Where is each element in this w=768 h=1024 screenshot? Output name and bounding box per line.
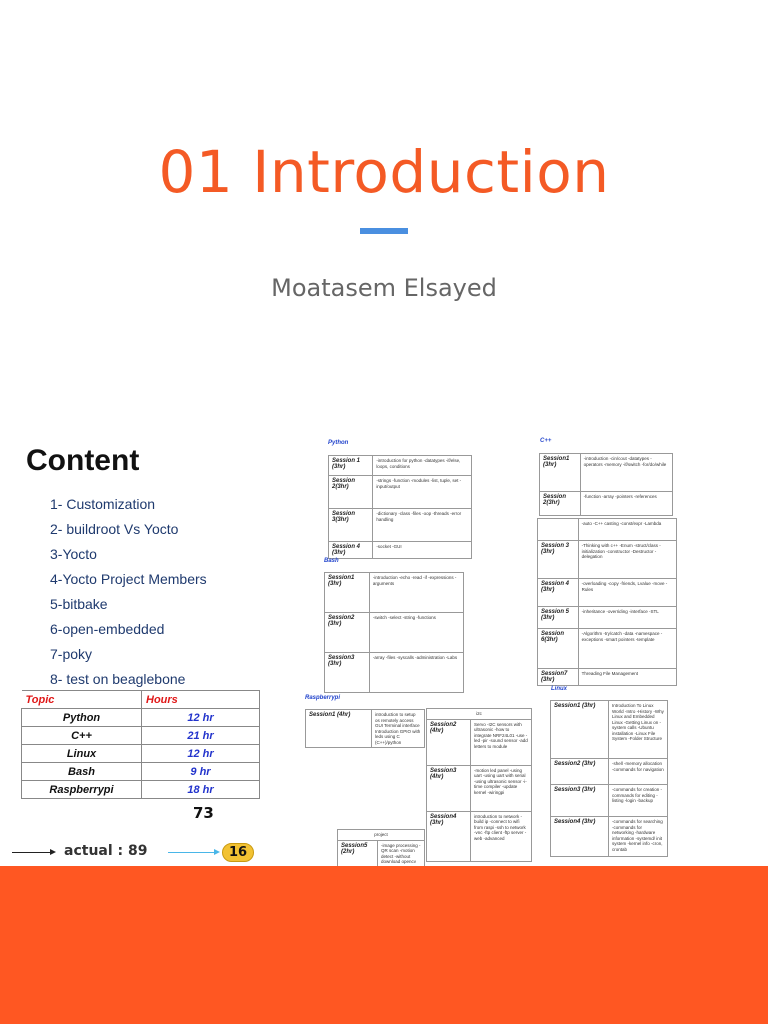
content-item: 2- buildroot Vs Yocto — [50, 521, 179, 537]
hours-cell: 18 hr — [142, 781, 260, 799]
python-schedule — [328, 455, 472, 559]
content-item: 1- Customization — [50, 496, 156, 512]
table-row — [22, 781, 260, 799]
content-item: 4-Yocto Project Members — [50, 571, 207, 587]
bash-label: Bash — [324, 558, 339, 564]
arrow-right-icon — [168, 852, 218, 853]
table-row: Session1 (3hr) Introduction To Linux World -Intro -History -Why Linux and Embedded Linux -Getting Linux on -system calls -Ubuntu installation -Linux File System -Folder Structure — [551, 701, 668, 759]
content-item: 3-Yocto — [50, 546, 97, 562]
topic-cell: Bash — [22, 763, 142, 781]
author-name: Moatasem Elsayed — [271, 274, 497, 302]
topic-cell: Linux — [22, 745, 142, 763]
table-row: Session4 (3hr) introduction to network -build ip -connect to wifi from raspi -ssh to network -vnc -ftp client -ftp server -web -advanced — [427, 811, 532, 861]
table-row: -auto -C++ casting -const/expr -Lambda — [538, 519, 677, 541]
bash-schedule — [324, 572, 464, 693]
arrow-right-icon — [12, 852, 54, 853]
table-row: Session 3 (3hr) -Thinking with c++ -Enum -struct/class -initialization -constructor -Destructor -delegation — [538, 541, 677, 579]
table-row: Session3 (4hr) -motion led panel -using uart -using uart with serial -using ultrasonic sensor -i-time compiler -update kernel -wiringpi — [427, 765, 532, 811]
hours-cell: 12 hr — [142, 709, 260, 727]
table-row: Session 2(3hr) -function -array -pointers -references — [540, 492, 673, 516]
topic-cell: C++ — [22, 727, 142, 745]
table-row: Session 5 (3hr) -inheritance -overriding -interface -STL — [538, 607, 677, 629]
content-item: 8- test on beaglebone — [50, 671, 186, 687]
linux-schedule — [550, 700, 668, 857]
total-hours: 73 — [193, 804, 214, 822]
cpp-label: C++ — [540, 438, 552, 444]
table-row: Session1 (3hr) -introduction -echo -read -if -expressions -arguments — [325, 573, 464, 613]
hours-header: Hours — [142, 691, 260, 709]
table-row: Session 6(3hr) -Algorithm -try/catch -data -namespace -exceptions -smart pointers -template — [538, 629, 677, 669]
hours-cell: 12 hr — [142, 745, 260, 763]
table-row: Session 4 (3hr) -socket -GUI — [329, 542, 472, 559]
table-row — [22, 709, 260, 727]
content-item: 7-poky — [50, 646, 93, 662]
table-row: Session 1 (3hr) -introduction for python -datatypes -if/else, loops, conditions — [329, 456, 472, 476]
table-row: Session7 (3hr) Threading File Management — [538, 669, 677, 686]
hours-table — [21, 690, 260, 799]
raspberrypi-schedule-b — [426, 708, 532, 862]
hours-cell: 21 hr — [142, 727, 260, 745]
raspberrypi-label: Raspberrypi — [305, 695, 341, 701]
content-list — [50, 494, 207, 694]
table-row: Session4 (3hr) -commands for searching -commands for networking -hardware information -systemd/ init system -kernel info -cron, crontab — [551, 817, 668, 857]
table-row — [22, 763, 260, 781]
footer-band — [0, 866, 768, 1024]
table-row: Session1 (3hr) -introduction -cin/cout -datatypes -operators -memory -if/switch -for/do/while — [540, 454, 673, 492]
slide-title: 01 Introduction — [158, 138, 610, 206]
table-row: project — [338, 830, 425, 841]
table-row: Session2 (3hr) -switch -select -string -functions — [325, 613, 464, 653]
table-row: Session3 (3hr) -commands for creation -commands for editing -listing -login -backup — [551, 785, 668, 817]
topic-header: Topic — [22, 691, 142, 709]
table-row: i2c — [427, 709, 532, 720]
table-row: Session1 (4hr) introduction to setup os remotely access GUI Terminal interface Introduction GPIO with leds using C (C++)/python — [306, 710, 425, 748]
cpp-schedule-b — [537, 518, 677, 686]
hours-cell: 9 hr — [142, 763, 260, 781]
raspberrypi-schedule-a — [305, 709, 425, 748]
python-label: Python — [328, 440, 349, 446]
table-row — [22, 745, 260, 763]
cpp-schedule-a — [539, 453, 673, 516]
difference-badge: 16 — [222, 843, 254, 862]
table-row: Session 3(3hr) -dictionary -class -files -oop -threads -error handling — [329, 509, 472, 542]
table-row: Session 4 (3hr) -overloading -copy -friends, Lvalue -move -Rules — [538, 579, 677, 607]
table-row: Session5 (2hr) -image processing -QR scan -motion detect -without download opencv — [338, 840, 425, 867]
title-accent-bar — [360, 228, 408, 234]
table-row: Session2 (3hr) -shell -memory allocation -commands for navigation — [551, 759, 668, 785]
actual-hours: actual : 89 — [64, 843, 148, 859]
table-row — [22, 727, 260, 745]
topic-cell: Python — [22, 709, 142, 727]
raspberrypi-schedule-c — [337, 829, 425, 868]
hours-table-header — [22, 691, 260, 709]
table-row: Session3 (3hr) -array -files -syscalls -administration -Labs — [325, 653, 464, 693]
content-heading: Content — [26, 444, 140, 477]
table-row: Session2 (4hr) Servo -I2C sensors with ultrasonic -how to integrate NRF24L01 -use -led -pir -sound sensor -add letters to module — [427, 719, 532, 765]
linux-label: Linux — [551, 686, 567, 692]
content-item: 5-bitbake — [50, 596, 108, 612]
topic-cell: Raspberrypi — [22, 781, 142, 799]
table-row: Session 2(3hr) -strings -function -modules -list, tuple, set -input/output — [329, 476, 472, 509]
content-item: 6-open-embedded — [50, 621, 165, 637]
